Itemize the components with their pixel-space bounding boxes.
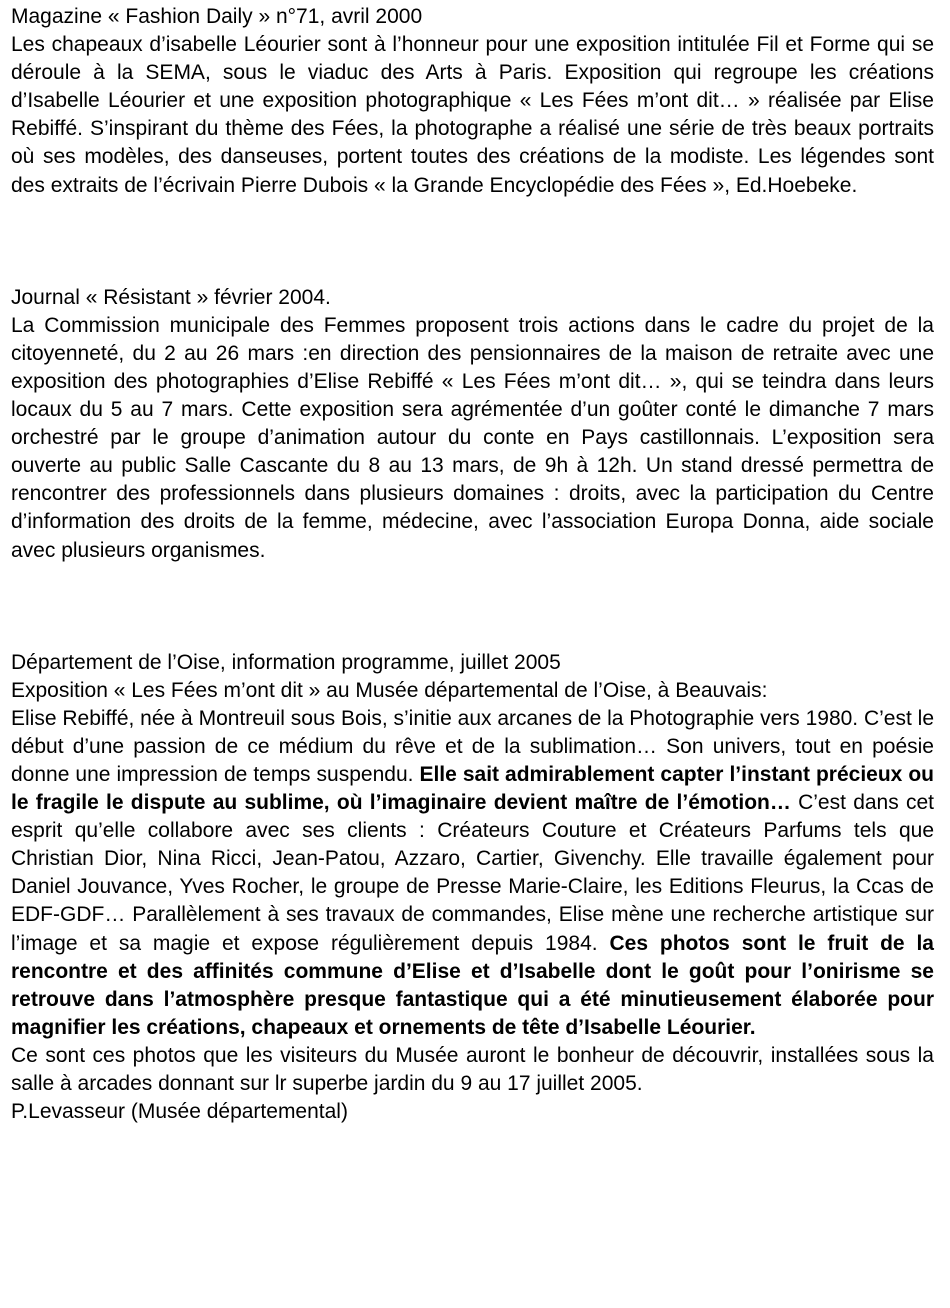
article-subheading: Exposition « Les Fées m’ont dit » au Musée départemental de l’Oise, à Beauvais:	[11, 678, 768, 702]
body-bold-text: Ces photos sont le fruit de la rencontre et des affinités commune d’Elise et d’Isabelle dont le goût pour l’onirisme se retrouve dans l’atmosphère presque fantastique qui a été minutieusement élaborée pour magnifier les créations, chapeaux et ornements de tête d’Isabelle Léourier.	[11, 931, 934, 1039]
document-page	[11, 3, 934, 1126]
article-heading: Département de l’Oise, information programme, juillet 2005	[11, 650, 561, 674]
signature: P.Levasseur (Musée départemental)	[11, 1100, 348, 1124]
body-text: C’est dans cet esprit qu’elle collabore avec ses clients : Créateurs Couture et Créateurs Parfums tels que Christian Dior, Nina Ricci, Jean-Patou, Azzaro, Cartier, Givenchy. Elle travaille également pour Daniel Jouvance, Yves Rocher, le groupe de Presse Marie-Claire, les Editions Fleurus, la Ccas de EDF-GDF… Parallèlement à ses travaux de commandes, Elise mène une recherche artistique sur l’image et sa magie et expose régulièrement depuis 1984.	[11, 791, 934, 955]
article-body: Les chapeaux d’isabelle Léourier sont à l’honneur pour une exposition intitulée Fil et Forme qui se déroule à la SEMA, sous le viaduc des Arts à Paris. Exposition qui regroupe les créations d’Isabelle Léourier et une exposition photographique « Les Fées m’ont dit… » réalisée par Elise Rebiffé. S’inspirant du thème des Fées, la photographe a réalisé une série de très beaux portraits où ses modèles, des danseuses, portent toutes des créations de la modiste. Les légendes sont des extraits de l’écrivain Pierre Dubois « la Grande Encyclopédie des Fées », Ed.Hoebeke.	[11, 33, 934, 197]
spacer	[11, 200, 934, 284]
article-fashion-daily	[11, 3, 934, 200]
body-text: Elise Rebiffé, née à Montreuil sous Bois, s’initie aux arcanes de la Photographie vers 1980. C’est le début d’une passion de ce médium du rêve et de la sublimation… Son univers, tout en poésie donne une impression de temps suspendu.	[11, 706, 934, 786]
article-heading: Magazine « Fashion Daily » n°71, avril 2000	[11, 5, 423, 28]
article-body: La Commission municipale des Femmes proposent trois actions dans le cadre du projet de la citoyenneté, du 2 au 26 mars :en direction des pensionnaires de la maison de retraite avec une exposition des photographies d’Elise Rebiffé « Les Fées m’ont dit… », qui se teindra dans leurs locaux du 5 au 7 mars. Cette exposition sera agrémentée d’un goûter conté le dimanche 7 mars orchestré par le groupe d’animation autour du conte en Pays castillonnais. L’exposition sera ouverte au public Salle Cascante du 8 au 13 mars, de 9h à 12h. Un stand dressé permettra de rencontrer des professionnels dans plusieurs domaines : droits, avec la participation du Centre d’information des droits de la femme, médecine, avec l’association Europa Donna, aide sociale avec plusieurs organismes.	[11, 313, 934, 562]
spacer	[11, 565, 934, 649]
article-departement-oise	[11, 649, 934, 1127]
article-body	[11, 705, 934, 1042]
body-bold-text: Elle sait admirablement capter l’instant précieux ou le fragile le dispute au sublime, où l’imaginaire devient maître de l’émotion…	[11, 762, 934, 815]
article-journal-resistant	[11, 284, 934, 565]
article-heading: Journal « Résistant » février 2004.	[11, 285, 331, 309]
article-closing: Ce sont ces photos que les visiteurs du Musée auront le bonheur de découvrir, installées sous la salle à arcades donnant sur lr superbe jardin du 9 au 17 juillet 2005.	[11, 1043, 934, 1095]
